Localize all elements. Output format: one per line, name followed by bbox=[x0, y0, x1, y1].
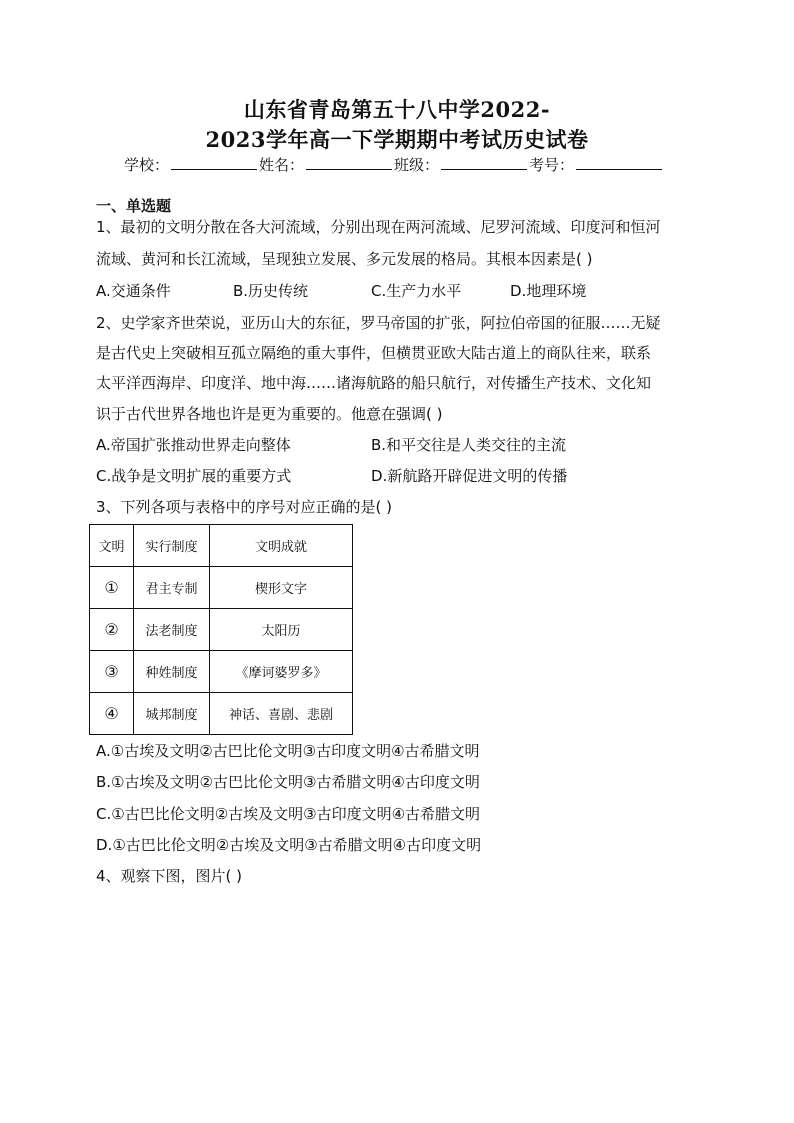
q2-option-d: D.新航路开辟促进文明的传播 bbox=[371, 467, 568, 485]
table-header-cell: 实行制度 bbox=[134, 525, 210, 567]
q3-stem: 3、下列各项与表格中的序号对应正确的是( ) bbox=[96, 498, 393, 516]
q2-option-a: A.帝国扩张推动世界走向整体 bbox=[96, 436, 291, 454]
q2-stem-line3: 太平洋西海岸、印度洋、地中海……诸海航路的船只航行，对传播生产技术、文化知 bbox=[96, 374, 652, 392]
table-row bbox=[90, 693, 353, 735]
table-header-cell: 文明成就 bbox=[210, 525, 353, 567]
q2-stem-line1: 2、史学家齐世荣说，亚历山大的东征，罗马帝国的扩张，阿拉伯帝国的征服……无疑 bbox=[96, 314, 661, 332]
q2-option-b: B.和平交往是人类交往的主流 bbox=[371, 436, 567, 454]
q3-option-c: C.①古巴比伦文明②古埃及文明③古印度文明④古希腊文明 bbox=[96, 805, 481, 823]
q3-option-a: A.①古埃及文明②古巴比伦文明③古印度文明④古希腊文明 bbox=[96, 742, 480, 760]
name-label: 姓名： bbox=[259, 156, 305, 174]
q2-stem-line4: 识于古代世界各地也许是更为重要的。他意在强调( ) bbox=[96, 405, 443, 423]
table-cell: ① bbox=[90, 567, 134, 609]
table-cell: 种姓制度 bbox=[134, 651, 210, 693]
table-row bbox=[90, 651, 353, 693]
q1-option-a: A.交通条件 bbox=[96, 282, 171, 300]
q1-stem-line1: 1、最初的文明分散在各大河流域，分别出现在两河流域、尼罗河流域、印度河和恒河 bbox=[96, 218, 661, 236]
table-cell: 法老制度 bbox=[134, 609, 210, 651]
table-cell: 太阳历 bbox=[210, 609, 353, 651]
table-row bbox=[90, 609, 353, 651]
q1-stem-line2: 流域、黄河和长江流域，呈现独立发展、多元发展的格局。其根本因素是( ) bbox=[96, 250, 593, 268]
q1-option-b: B.历史传统 bbox=[233, 282, 309, 300]
school-label: 学校： bbox=[124, 156, 170, 174]
q4-stem: 4、观察下图，图片( ) bbox=[96, 867, 243, 885]
q3-option-b: B.①古埃及文明②古巴比伦文明③古希腊文明④古印度文明 bbox=[96, 773, 480, 791]
table-cell: 《摩诃婆罗多》 bbox=[210, 651, 353, 693]
table-cell: 君主专制 bbox=[134, 567, 210, 609]
table-cell: 楔形文字 bbox=[210, 567, 353, 609]
class-label: 班级： bbox=[394, 156, 440, 174]
table-cell: 城邦制度 bbox=[134, 693, 210, 735]
civilization-table bbox=[89, 524, 353, 735]
q3-option-d: D.①古巴比伦文明②古埃及文明③古希腊文明④古印度文明 bbox=[96, 836, 482, 854]
school-blank[interactable] bbox=[171, 155, 257, 170]
q1-option-d: D.地理环境 bbox=[510, 282, 587, 300]
exam-title-line2: 2023学年高一下学期期中考试历史试卷 bbox=[205, 127, 589, 152]
q1-option-c: C.生产力水平 bbox=[371, 282, 462, 300]
exam-title-line1: 山东省青岛第五十八中学2022- bbox=[243, 97, 551, 122]
table-header-cell: 文明 bbox=[90, 525, 134, 567]
q2-option-c: C.战争是文明扩展的重要方式 bbox=[96, 467, 292, 485]
table-cell: ③ bbox=[90, 651, 134, 693]
table-header-row bbox=[90, 525, 353, 567]
table-cell: ④ bbox=[90, 693, 134, 735]
exam-number-blank[interactable] bbox=[576, 155, 662, 170]
class-blank[interactable] bbox=[441, 155, 527, 170]
student-info-row bbox=[124, 154, 664, 175]
table-cell: ② bbox=[90, 609, 134, 651]
table-row bbox=[90, 567, 353, 609]
section-title: 一、单选题 bbox=[96, 197, 172, 215]
exam-number-label: 考号： bbox=[529, 156, 575, 174]
table-cell: 神话、喜剧、悲剧 bbox=[210, 693, 353, 735]
name-blank[interactable] bbox=[306, 155, 392, 170]
q2-stem-line2: 是古代史上突破相互孤立隔绝的重大事件，但横贯亚欧大陆古道上的商队往来，联系 bbox=[96, 344, 652, 362]
